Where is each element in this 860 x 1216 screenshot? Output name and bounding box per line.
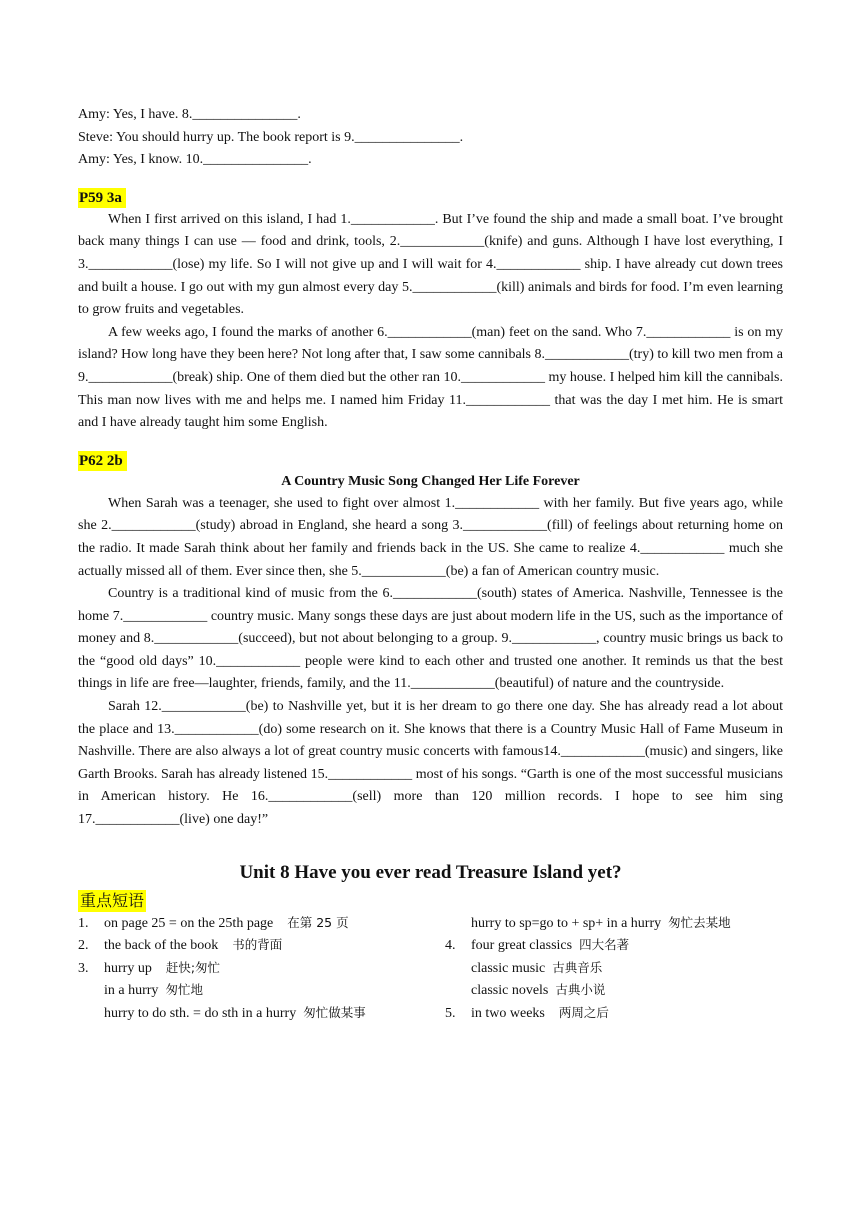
phrase-item: 5. in two weeks 两周之后 <box>445 1005 609 1022</box>
passage-title: A Country Music Song Changed Her Life Forever <box>281 473 580 489</box>
phrase-item: 3. hurry up 赶快;匆忙 <box>78 959 221 976</box>
phrase-item: 4. four great classics 四大名著 <box>445 937 630 954</box>
section-heading-3a: P59 3a <box>78 188 126 208</box>
phrase-item: 1. on page 25 = on the 25th page 在第 25 页 <box>78 914 349 931</box>
key-phrases-list <box>78 912 783 1032</box>
unit-title: Unit 8 Have you ever read Treasure Island yet? <box>239 861 622 883</box>
section-2b-text <box>78 493 783 832</box>
phrase-item: hurry to do sth. = do sth in a hurry 匆忙做某事 <box>104 1005 366 1022</box>
dialogue-line-amy-10: Amy: Yes, I know. 10._______________. <box>78 152 312 168</box>
dialogue-line-amy-8: Amy: Yes, I have. 8._______________. <box>78 107 301 122</box>
section-3a-text <box>78 209 783 435</box>
section-2b-paragraph-2: Country is a traditional kind of music from the 6.____________(south) states of America. Nashville, Tennessee is the home 7.____________ country music. Many songs these days are just about modern life in the US, such as the importance of money and 8.____________(succeed), but not about belonging to a group. 9.____________, country music brings us back to the “good old days” 10.____________ people were kind to each other and trusted one another. It reminds us that the best things in life are free—laughter, friends, family, and the 11.____________(beautiful) of nature and the countryside. <box>78 586 783 692</box>
section-3a-paragraph-1: When I first arrived on this island, I had 1.____________. But I’ve found the ship and made a small boat. I’ve brought back many things I can use — food and drink, tools, 2.____________(knife) and guns. Although I have lost everything, I 3.____________(lose) my life. So I will not give up and I will wait for 4.____________ ship. I have already cut down trees and built a house. I go out with my gun almost every day 5.____________(kill) animals and birds for food. I’m even learning to grow fruits and vegetables. <box>78 211 783 318</box>
section-heading-2b: P62 2b <box>78 451 127 471</box>
section-2b-paragraph-3: Sarah 12.____________(be) to Nashville yet, but it is her dream to go there one day. She has already read a lot about the place and 13.____________(do) some research on it. She knows that there is a Country Music Hall of Fame Museum in Nashville. There are also always a lot of great country music concerts with famous14.____________(music) and singers, like Garth Brooks. Sarah has already listened 15.____________ most of his songs. “Garth is one of the most successful musicians in American history. He 16.____________(sell) more than 120 million records. I hope to see him sing 17.____________(live) one day!” <box>78 699 783 828</box>
document-page <box>78 104 783 1032</box>
phrase-item: classic novels 古典小说 <box>471 982 606 999</box>
phrase-item: classic music 古典音乐 <box>471 959 603 976</box>
phrase-item: 2. the back of the book 书的背面 <box>78 937 283 954</box>
phrase-item: hurry to sp=go to + sp+ in a hurry 匆忙去某地 <box>471 914 731 931</box>
key-phrases-heading: 重点短语 <box>80 890 145 910</box>
section-2b-paragraph-1: When Sarah was a teenager, she used to fight over almost 1.____________ with her family. But five years ago, while she 2.____________(study) abroad in England, she heard a song 3.____________(fill) of feelings about returning home on the radio. It made Sarah think about her family and friends back in the US. She came to realize 4.____________ much she actually missed all of them. Ever since then, she 5.____________(be) a fan of American country music. <box>78 495 783 579</box>
section-3a-paragraph-2: A few weeks ago, I found the marks of another 6.____________(man) feet on the sand. Who 7.____________ is on my island? How long have they been here? Not long after that, I saw some cannibals 8.____________(try) to kill two men from a 9.____________(break) ship. One of them died but the other ran 10.____________ my house. I helped him kill the cannibals. This man now lives with me and helps me. I named him Friday 11.____________ that was the day I met him. He is smart and I have already taught him some English. <box>78 324 783 431</box>
dialogue-line-steve-9: Steve: You should hurry up. The book report is 9._______________. <box>78 129 464 145</box>
phrase-item: in a hurry 匆忙地 <box>104 982 203 999</box>
